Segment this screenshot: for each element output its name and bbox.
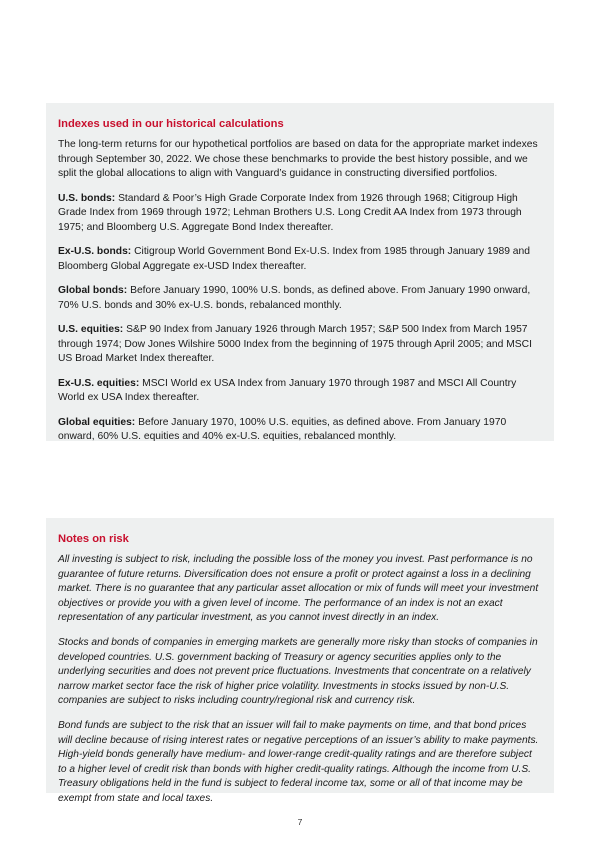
index-entry-text: Before January 1970, 100% U.S. equities, as defined above. From January 1970 onward, 60% U.S. equities and 40% ex-U.S. equities, rebalanced monthly. — [58, 416, 507, 442]
risk-paragraph: Bond funds are subject to the risk that an issuer will fail to make payments on time, and that bond prices will decline because of rising interest rates or negative perceptions of an issuer’s ability to make payments. High-yield bonds generally have medium- and lower-range credit-quality ratings and are therefore subject to a higher level of credit risk than bonds with higher credit-quality ratings. Although the income from U.S. Treasury obligations held in the fund is subject to federal income tax, some or all of that income may be exempt from state and local taxes. — [58, 719, 539, 804]
index-entry-text: MSCI World ex USA Index from January 1970 through 1987 and MSCI All Country World ex USA Index thereafter. — [58, 377, 517, 403]
indexes-panel — [46, 103, 554, 441]
index-entry-global-equities — [58, 416, 542, 445]
risk-paragraph: Stocks and bonds of companies in emerging markets are generally more risky than stocks of companies in developed countries. U.S. government backing of Treasury or agency securities applies only to the underlying securities and does not prevent price fluctuations. Investments that concentrate on a relatively narrow market sector face the risk of higher price volatility. Investments in stocks issued by non-U.S. companies are subject to risks including country/regional risk and currency risk. — [58, 636, 538, 707]
index-entry-text: Citigroup World Government Bond Ex-U.S. Index from 1985 through January 1989 and Bloomberg Global Aggregate ex-USD Index thereafter. — [58, 246, 530, 272]
index-entry-text: Before January 1990, 100% U.S. bonds, as defined above. From January 1990 onward, 70% U.S. bonds and 30% ex-U.S. bonds, rebalanced monthly. — [58, 285, 531, 311]
risk-panel — [46, 518, 554, 804]
index-entry-ex-us-equities — [58, 377, 542, 406]
index-entry-label: Ex-U.S. equities: — [58, 377, 140, 389]
index-entry-us-equities — [58, 323, 542, 367]
index-entry-label: U.S. bonds: — [58, 192, 116, 204]
index-entry-us-bonds — [58, 192, 542, 236]
index-entry-label: Ex-U.S. bonds: — [58, 246, 132, 257]
indexes-title: Indexes used in our historical calculations — [58, 118, 284, 130]
index-entry-ex-us-bonds — [58, 245, 542, 274]
risk-title: Notes on risk — [58, 533, 129, 545]
index-entry-label: Global equities: — [58, 416, 136, 428]
index-entry-text: S&P 90 Index from January 1926 through March 1957; S&P 500 Index from March 1957 through 1974; Dow Jones Wilshire 5000 Index from the beginning of 1975 through April 2005; and MSCI US Broad Market Index thereafter. — [58, 324, 532, 364]
index-entry-label: U.S. equities: — [58, 324, 124, 335]
page-number: 7 — [297, 817, 303, 827]
risk-paragraph: All investing is subject to risk, including the possible loss of the money you invest. Past performance is no guarantee of future returns. Diversification does not ensure a profit or protect against a loss in a declining market. There is no guarantee that any particular asset allocation or mix of funds will meet your investment objectives or provide you with a given level of income. The performance of an index is not an exact representation of any particular investment, as you cannot invest directly in an index. — [58, 554, 539, 624]
indexes-intro: The long-term returns for our hypothetical portfolios are based on data for the appropriate market indexes through September 30, 2022. We chose these benchmarks to provide the best history possible, and we split the global allocations to align with Vanguard’s guidance in constructing diversified portfolios. — [58, 139, 538, 179]
index-entry-text: Standard & Poor’s High Grade Corporate Index from 1926 through 1968; Citigroup High Grade Index from 1969 through 1972; Lehman Brothers U.S. Long Credit AA Index from 1973 through 1975; and Bloomberg U.S. Aggregate Bond Index thereafter. — [58, 192, 522, 233]
index-entry-label: Global bonds: — [58, 285, 128, 296]
index-entry-global-bonds — [58, 284, 542, 313]
